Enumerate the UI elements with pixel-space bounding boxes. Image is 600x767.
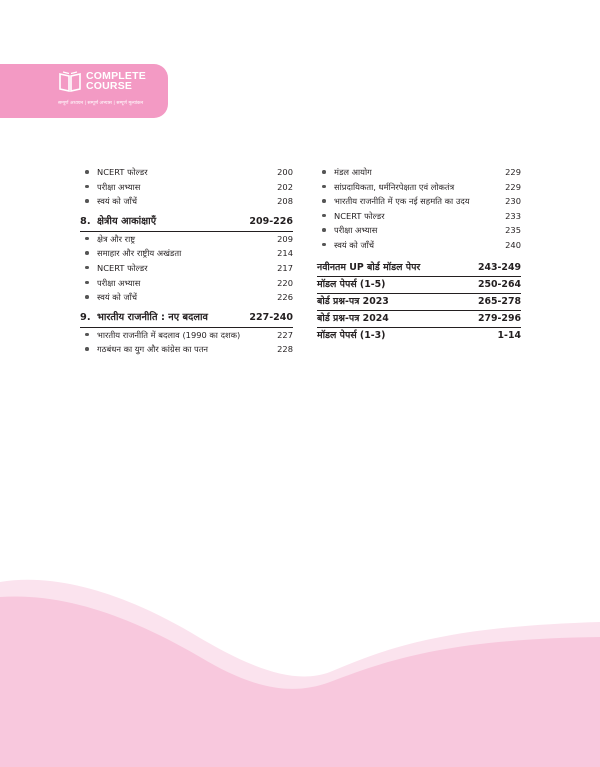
toc-item-label: गठबंधन का युग और कांग्रेस का पतन [97,344,209,355]
chapter-title: भारतीय राजनीति : नए बदलाव [97,311,208,323]
toc-item-page: 208 [277,196,293,207]
section-pages: 250-264 [477,278,521,290]
toc-item-label: भारतीय राजनीति में एक नई सहमति का उदय [334,196,470,207]
toc-item-label: NCERT फोल्डर [97,167,148,177]
toc-item[interactable] [80,342,293,357]
toc-item[interactable] [317,194,521,209]
brand-title-line2: COURSE [86,80,133,92]
chapter-8-heading[interactable] [80,213,293,232]
section-pages: 243-249 [477,261,521,273]
chapter-pages: 227-240 [249,311,293,323]
toc-item-label: भारतीय राजनीति में बदलाव (1990 का दशक) [97,329,241,340]
section-latest-up-board-paper[interactable] [317,260,521,277]
toc-item[interactable] [80,165,293,180]
toc-item[interactable] [317,180,521,195]
chapter-number: 8. [80,215,91,227]
toc-item[interactable] [80,246,293,261]
toc-item-page: 230 [505,196,521,207]
section-label: बोर्ड प्रश्न-पत्र 2024 [317,313,389,325]
section-board-paper-2024[interactable] [317,311,521,328]
toc-item[interactable] [80,276,293,291]
toc-item-page: 228 [277,344,293,355]
section-pages: 1-14 [497,330,521,342]
toc-item[interactable] [80,232,293,247]
toc-item-label: परीक्षा अभ्यास [97,277,141,288]
toc-item[interactable] [80,180,293,195]
toc-item-label: स्वयं को जाँचें [334,239,375,250]
section-board-paper-2023[interactable] [317,294,521,311]
toc-item-page: 209 [277,233,293,244]
toc-item-label: सांप्रदायिकता, धर्मनिरपेक्षता एवं लोकतंत्र [334,181,455,192]
section-pages: 279-296 [477,313,521,325]
section-model-papers-1-3[interactable] [317,328,521,344]
toc-item-label: मंडल आयोग [334,167,372,177]
toc-item-page: 240 [505,239,521,250]
bottom-wave-decoration [0,577,600,767]
toc-item-label: क्षेत्र और राष्ट्र [97,233,136,244]
chapter-title: क्षेत्रीय आकांक्षाएँ [97,215,157,227]
toc-item-page: 229 [505,181,521,192]
section-label: मॉडल पेपर्स (1-5) [317,278,386,290]
toc-item[interactable] [80,328,293,343]
toc-item-label: परीक्षा अभ्यास [97,181,141,192]
brand-tagline: सम्पूर्ण अध्ययन | सम्पूर्ण अभ्यास | सम्पूर्ण मूल्यांकन [58,101,144,106]
brand-title [86,71,146,91]
section-pages: 265-278 [477,295,521,307]
brand-title-line1: COMPLETE [86,70,146,82]
section-label: नवीनतम UP बोर्ड मॉडल पेपर [317,261,421,273]
toc-item[interactable] [80,261,293,276]
toc-item[interactable] [317,238,521,253]
toc-item[interactable] [317,209,521,224]
toc-item-page: 217 [277,262,293,273]
section-model-papers-1-5[interactable] [317,277,521,294]
toc-left-column [80,165,293,357]
toc-item-label: परीक्षा अभ्यास [334,225,378,236]
toc-item-label: स्वयं को जाँचें [97,292,138,303]
toc-item[interactable] [80,194,293,209]
toc-item-page: 235 [505,225,521,236]
toc-item-page: 233 [505,210,521,221]
chapter-pages: 209-226 [249,215,293,227]
toc-item[interactable] [80,290,293,305]
toc-item[interactable] [317,165,521,180]
toc-item-page: 214 [277,248,293,259]
toc-item-label: समाहार और राष्ट्रीय अखंडता [97,248,182,259]
toc-item-page: 200 [277,167,293,177]
toc-item-page: 227 [277,329,293,340]
section-label: मॉडल पेपर्स (1-3) [317,330,386,342]
book-logo-icon [58,71,82,93]
toc-item-label: NCERT फोल्डर [334,210,385,221]
toc-item-page: 226 [277,292,293,303]
toc-item[interactable] [317,223,521,238]
toc-item-label: स्वयं को जाँचें [97,196,138,207]
toc-item-label: NCERT फोल्डर [97,262,148,273]
chapter-9-heading[interactable] [80,309,293,328]
toc-right-column [317,165,521,345]
toc-item-page: 220 [277,277,293,288]
chapter-number: 9. [80,311,91,323]
toc-item-page: 229 [505,167,521,177]
section-label: बोर्ड प्रश्न-पत्र 2023 [317,295,389,307]
toc-item-page: 202 [277,181,293,192]
